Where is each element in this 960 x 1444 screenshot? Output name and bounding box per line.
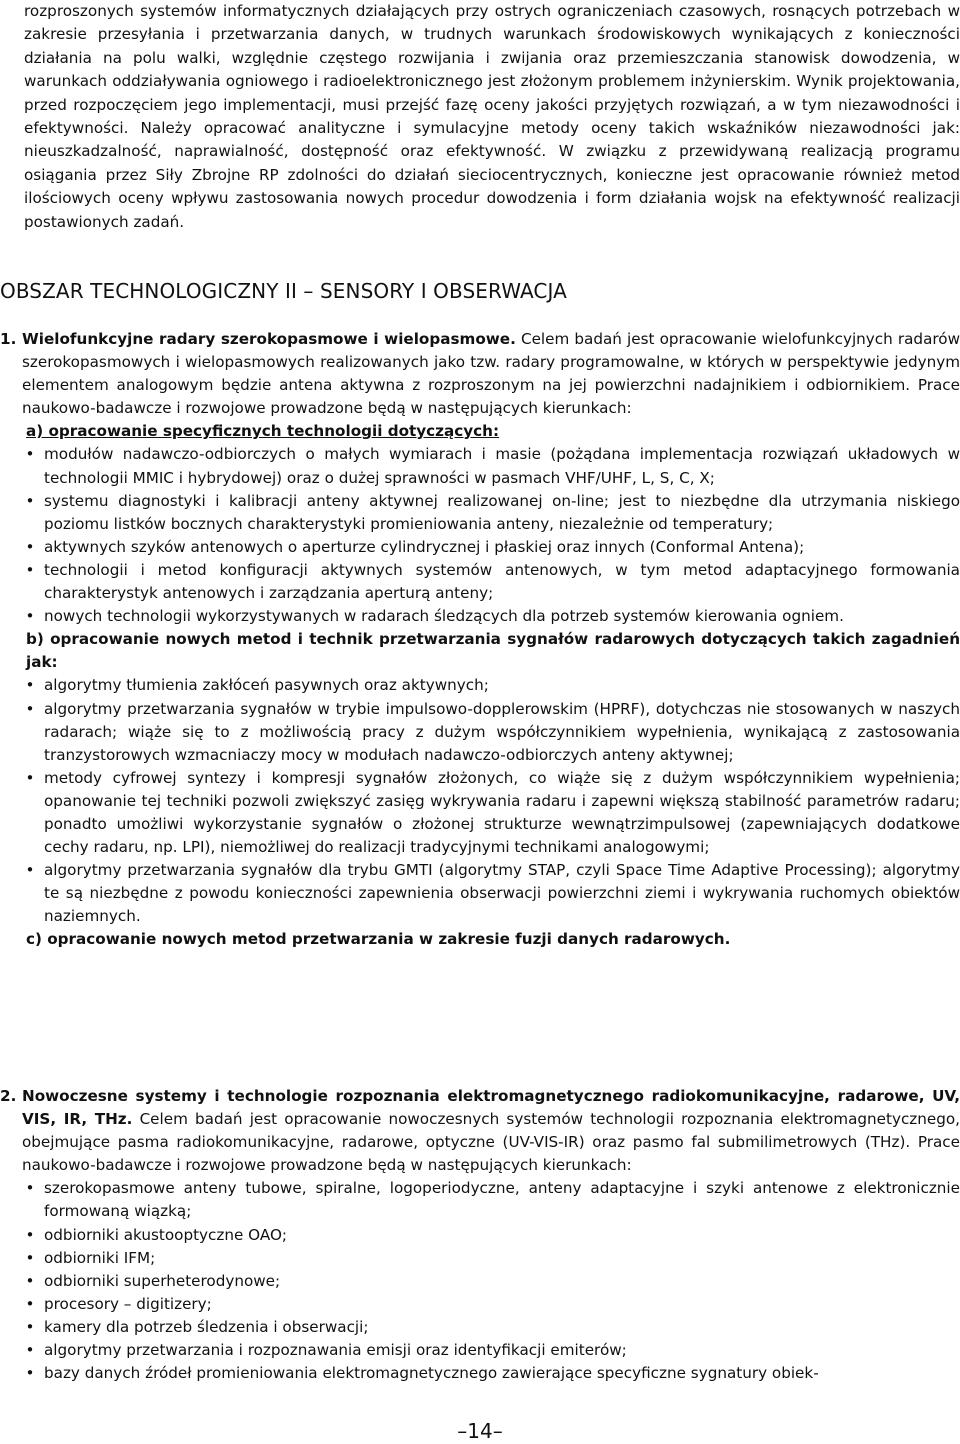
bullet-icon: • <box>25 699 35 718</box>
bullet-icon: • <box>25 1179 35 1198</box>
bullet-icon: • <box>25 491 35 510</box>
list-item: • modułów nadawczo-odbiorczych o małych wymiarach i masie (pożądana implementacja rozwiązań układowych w technologii MMIC i hybrydowej) oraz o dużej sprawności w pasmach VHF/UHF, L, S, C, X; <box>25 445 960 487</box>
bullet-icon: • <box>25 1364 35 1383</box>
bullet-icon: • <box>25 1271 35 1290</box>
page-number: –14– <box>457 1419 503 1443</box>
bullet-icon: • <box>25 676 35 695</box>
list-item: • odbiorniki IFM; <box>0 1247 960 1270</box>
section-1 <box>0 328 960 952</box>
bullet-icon: • <box>25 445 35 464</box>
list-item: • algorytmy przetwarzania sygnałów w trybie impulsowo-dopplerowskim (HPRF), dotychczas nie stosowanych w naszych radarach; wiąże się to z możliwością pracy z dużym współczynnikiem wypełnienia, wynikającą z zastosowania tranzystorowych wzmacniaczy mocy w modułach nadawczo-odbiorczych anteny aktywnej; <box>25 699 960 764</box>
section-2-number: 2. <box>0 1087 17 1105</box>
list-item: • nowych technologii wykorzystywanych w radarach śledzących dla potrzeb systemów kierowania ogniem. <box>0 605 960 628</box>
area-heading: OBSZAR TECHNOLOGICZNY II – SENSORY I OBSERWACJA <box>0 279 567 303</box>
bullet-icon: • <box>25 768 35 787</box>
bullet-icon: • <box>25 1248 35 1267</box>
list-item: • algorytmy przetwarzania sygnałów dla trybu GMTI (algorytmy STAP, czyli Space Time Adaptive Processing); algorytmy te są niezbędne z powodu konieczności zapewnienia obserwacji powierzchni ziemi i wykrywania ruchomych obiektów naziemnych. <box>25 861 960 926</box>
list-item: • algorytmy tłumienia zakłóceń pasywnych oraz aktywnych; <box>0 674 960 697</box>
list-item: • szerokopasmowe anteny tubowe, spiralne, logoperiodyczne, anteny adaptacyjne i szyki antenowe z elektronicznie formowaną wiązką; <box>25 1179 960 1221</box>
section-1-title: Wielofunkcyjne radary szerokopasmowe i wielopasmowe. <box>22 330 516 348</box>
section-2-text: Celem badań jest opracowanie nowoczesnych systemów technologii rozpoznania elektromagnetycznego, obejmujące pasma radiokomunikacyjne, radarowe, optyczne (UV-VIS-IR) oraz pasmo fal submilimetrowych (THz). Prace naukowo-badawcze i rozwojowe prowadzone będą w następujących kierunkach: <box>22 1110 960 1175</box>
bullet-icon: • <box>25 560 35 579</box>
bullet-icon: • <box>25 1225 35 1244</box>
bullet-icon: • <box>25 1341 35 1360</box>
bullet-icon: • <box>25 537 35 556</box>
list-item: • bazy danych źródeł promieniowania elektromagnetycznego zawierające specyficzne sygnatury obiek- <box>0 1362 960 1385</box>
list-item: • odbiorniki akustooptyczne OAO; <box>0 1224 960 1247</box>
section-2 <box>0 1085 960 1385</box>
section-1-number: 1. <box>0 330 17 348</box>
list-item: • systemu diagnostyki i kalibracji anteny aktywnej realizowanej on-line; jest to niezbędne dla utrzymania niskiego poziomu listków bocznych charakterystyki promieniowania anteny, niezależnie od temperatury; <box>25 491 960 533</box>
bullet-icon: • <box>25 607 35 626</box>
bullet-icon: • <box>25 861 35 880</box>
list-item: • technologii i metod konfiguracji aktywnych systemów antenowych, w tym metod adaptacyjnego formowania charakterystyk antenowych i zarządzania aperturą anteny; <box>25 560 960 603</box>
subsection-a-heading: a) opracowanie specyficznych technologii dotyczących: <box>26 422 500 441</box>
section-1-lead <box>0 328 960 420</box>
list-2 <box>0 1177 960 1385</box>
section-1-text: Celem badań jest opracowanie wielofunkcyjnych radarów szerokopasmowych i wielopasmowych realizowanych jako tzw. radary programowalne, w których w perspektywie jedynym elementem analogowym będzie antena aktywna z rozproszonym na jej powierzchni nadajnikiem i odbiornikiem. Prace naukowo-badawcze i rozwojowe prowadzone będą w następujących kierunkach: <box>22 330 960 418</box>
list-item: • algorytmy przetwarzania i rozpoznawania emisji oraz identyfikacji emiterów; <box>0 1339 960 1362</box>
list-item: • aktywnych szyków antenowych o aperturze cylindrycznej i płaskiej oraz innych (Conformal Antena); <box>0 536 960 559</box>
subsection-c-heading: c) opracowanie nowych metod przetwarzania w zakresie fuzji danych radarowych. <box>26 930 731 949</box>
list-item: • procesory – digitizery; <box>0 1293 960 1316</box>
list-item: • odbiorniki superheterodynowe; <box>0 1270 960 1293</box>
section-2-title: Nowoczesne systemy i technologie rozpoznania elektromagnetycznego radiokomunikacyjne, radarowe, UV, VIS, IR, THz. <box>22 1087 960 1129</box>
list-item: • kamery dla potrzeb śledzenia i obserwacji; <box>0 1316 960 1339</box>
list-item: • metody cyfrowej syntezy i kompresji sygnałów złożonych, co wiąże się z dużym współczynnikiem wypełnienia; opanowanie tej techniki pozwoli zwiększyć zasięg wykrywania radaru i zapewni większą stabilność parametrów radaru; ponadto umożliwi wykorzystanie sygnałów o złożonej strukturze wewnątrzimpulsowej (zapewniających dodatkowe cechy radaru, np. LPI), niemożliwej do realizacji tradycyjnymi technikami analogowymi; <box>25 768 960 857</box>
bullet-icon: • <box>25 1317 35 1336</box>
section-2-lead <box>0 1085 960 1177</box>
intro-paragraph: rozproszonych systemów informatycznych działających przy ostrych ograniczeniach czasowych, rosnących potrzebach w zakresie przesyłania i przetwarzania danych, w trudnych warunkach środowiskowych wynikających z konieczności działania na polu walki, względnie częstego rozwijania i zwijania oraz przemieszczania stanowisk dowodzenia, w warunkach oddziaływania ogniowego i radioelektronicznego jest złożonym problemem inżynierskim. Wynik projektowania, przed rozpoczęciem jego implementacji, musi przejść fazę oceny jakości przyjętych rozwiązań, a w tym niezawodności i efektywności. Należy opracować analityczne i symulacyjne metody oceny takich wskaźników niezawodności jak: nieuszkadzalność, naprawialność, dostępność oraz efektywność. W związku z przewidywaną realizacją programu osiągania przez Siły Zbrojne RP zdolności do działań sieciocentrycznych, konieczne jest opracowanie również metod ilościowych oceny wpływu zastosowania nowych procedur dowodzenia i form działania wojsk na efektywność realizacji postawionych zadań. <box>24 2 960 231</box>
list-b <box>0 674 960 928</box>
bullet-icon: • <box>25 1294 35 1313</box>
list-a <box>0 443 960 628</box>
subsection-b-heading: b) opracowanie nowych metod i technik przetwarzania sygnałów radarowych dotyczących takich zagadnień jak: <box>26 630 960 672</box>
